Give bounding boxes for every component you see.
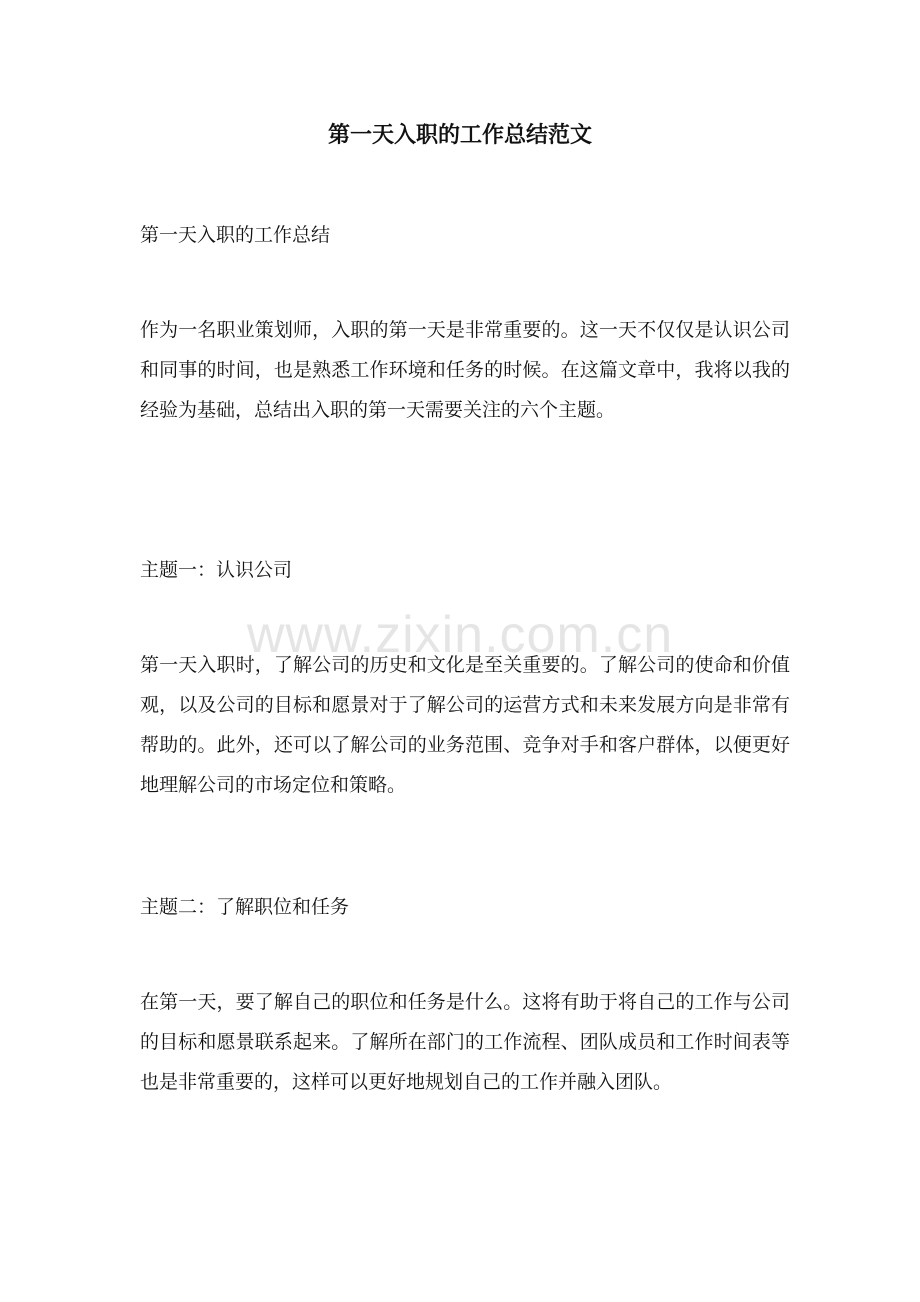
section-heading-2: 主题二：了解职位和任务 [140, 896, 350, 918]
document-title: 第一天入职的工作总结范文 [327, 122, 592, 148]
section-heading-1: 主题一：认识公司 [140, 559, 293, 581]
section-body-2: 在第一天，要了解自己的职位和任务是什么。这将有助于将自己的工作与公司的目标和愿景联系起来。了解所在部门的工作流程、团队成员和工作时间表等也是非常重要的，这样可以更好地规划自己的工作并融入团队。 [140, 991, 790, 1093]
watermark: www.zixin.com.cn [246, 606, 674, 664]
intro-paragraph: 作为一名职业策划师，入职的第一天是非常重要的。这一天不仅仅是认识公司和同事的时间，也是熟悉工作环境和任务的时候。在这篇文章中，我将以我的经验为基础，总结出入职的第一天需要关注的六个主题。 [140, 319, 790, 421]
document-subtitle: 第一天入职的工作总结 [140, 224, 331, 246]
section-body-1: 第一天入职时，了解公司的历史和文化是至关重要的。了解公司的使命和价值观，以及公司的目标和愿景对于了解公司的运营方式和未来发展方向是非常有帮助的。此外，还可以了解公司的业务范围、竞争对手和客户群体，以便更好地理解公司的市场定位和策略。 [140, 654, 790, 796]
